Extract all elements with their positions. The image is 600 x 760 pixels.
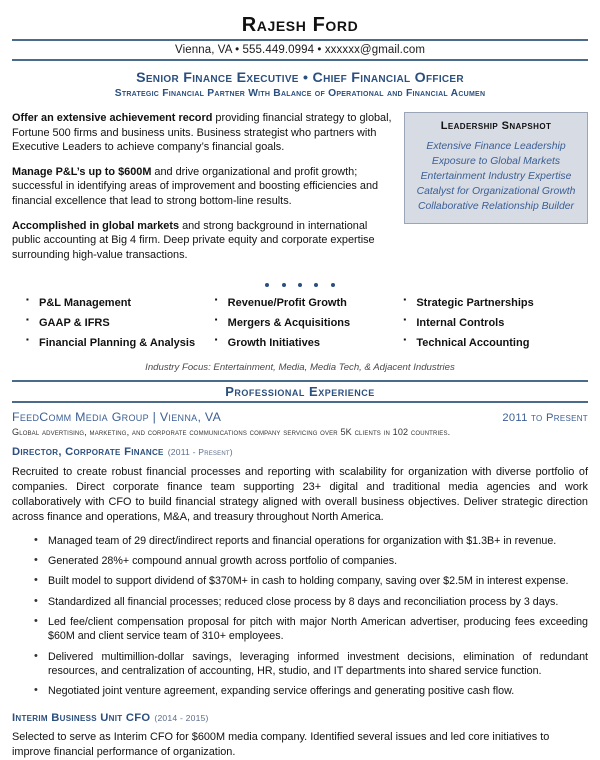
summary-paragraph-body: and drive organizational and profit growth; successful in identifying areas of improvement and boosting efficiencies and financial excellence that lead to strong bottom-line results. xyxy=(12,165,379,208)
section-rule-bottom xyxy=(12,401,588,403)
competency-item: ▪ Revenue/Profit Growth xyxy=(215,294,396,314)
role-header xyxy=(12,708,588,726)
summary-paragraph-lead: Manage P&L’s up to $600M xyxy=(12,165,152,178)
core-competencies xyxy=(12,294,588,353)
role-summary: Selected to serve as Interim CFO for $600M media company. Identified several issues and led core initiatives to improve financial performance of organization. xyxy=(12,731,550,759)
snapshot-item: Entertainment Industry Expertise xyxy=(420,171,572,183)
snapshot-item: Collaborative Relationship Builder xyxy=(418,201,574,213)
competency-column-2 xyxy=(207,294,396,353)
divider-dot-icon xyxy=(265,283,269,287)
achievement-bullet: • Managed team of 29 direct/indirect reports and financial operations for organization with $1.3B+ in revenue. xyxy=(32,534,588,548)
company-dates: 2011 to Present xyxy=(502,412,588,425)
professional-subheadline: Strategic Financial Partner With Balance of Operational and Financial Acumen xyxy=(114,88,486,99)
snapshot-item: Extensive Finance Leadership xyxy=(426,141,566,152)
company-header xyxy=(12,410,588,424)
competency-column-3 xyxy=(395,294,584,353)
snapshot-item: Exposure to Global Markets xyxy=(431,156,561,168)
summary-paragraph xyxy=(12,165,394,209)
divider-dot-icon xyxy=(298,283,302,287)
header-rule-bottom xyxy=(12,59,588,61)
summary-paragraph-body: and strong background in international public accounting at Big 4 firm. Deep private equity and corporate expertise surrounding high-value transactions. xyxy=(12,219,375,261)
summary-paragraph-lead: Accomplished in global markets xyxy=(12,219,180,232)
role-dates: (2014 - 2015) xyxy=(154,713,209,724)
achievement-bullet: • Negotiated joint venture agreement, expanding service offerings and generating positive cash flow. xyxy=(32,684,588,698)
competency-item: ▪ Financial Planning & Analysis xyxy=(26,334,207,354)
snapshot-item: Catalyst for Organizational Growth xyxy=(416,186,576,198)
competency-item: ▪ Growth Initiatives xyxy=(215,334,396,354)
competency-item: ▪ GAAP & IFRS xyxy=(26,314,207,334)
company-name: FeedComm Media Group | Vienna, VA xyxy=(12,410,222,425)
candidate-name: Rajesh Ford xyxy=(241,14,359,36)
divider-dot-icon xyxy=(282,283,286,287)
role-achievements xyxy=(12,534,588,699)
role-dates: (2011 - Present) xyxy=(167,447,233,458)
summary-paragraphs xyxy=(12,111,404,272)
competency-item: ▪ Internal Controls xyxy=(403,314,584,334)
achievement-bullet: • Delivered multimillion-dollar savings, leveraging informed investment decisions, elimination of redundant resources, and centralization of accounting, HR, studio, and IT departments into shared service function. xyxy=(32,650,588,679)
competency-item: ▪ Mergers & Acquisitions xyxy=(215,314,396,334)
company-description: Global advertising, marketing, and corporate communications company servicing over 5K clients in 102 countries. xyxy=(12,427,451,438)
summary-paragraph-body: providing financial strategy to global, Fortune 500 firms and business units. Business strategist who partners with Executive Leaders to achieve company’s financial goals. xyxy=(12,112,392,154)
divider-dot-icon xyxy=(314,283,318,287)
industry-focus-line: Industry Focus: Entertainment, Media, Media Tech, & Adjacent Industries xyxy=(145,362,455,374)
summary-paragraph xyxy=(12,111,394,155)
competency-item: ▪ P&L Management xyxy=(26,294,207,314)
summary-paragraph xyxy=(12,219,394,263)
section-title: Professional Experience xyxy=(225,384,375,400)
dot-divider xyxy=(12,276,588,288)
experience-entry-secondary xyxy=(12,708,588,760)
professional-experience-band xyxy=(12,380,588,403)
summary-section xyxy=(12,111,588,272)
achievement-bullet: • Generated 28%+ compound annual growth across portfolio of companies. xyxy=(32,554,588,568)
role-summary: Recruited to create robust financial processes and reporting with scalability for organization with diverse portfolio of companies. Direct corporate finance team supporting 23+ digital and traditional media agencies and work collaboratively with CFO to build financial strategy aligned with overall business objectives. Deliver strategic direction across finance and operations, M&A, and treasury throughout North America. xyxy=(12,466,588,523)
achievement-bullet: • Built model to support dividend of $370M+ in cash to holding company, saving over $2.5M in interest expense. xyxy=(32,574,588,588)
leadership-snapshot-title: Leadership Snapshot xyxy=(440,120,552,132)
role-title: Interim Business Unit CFO xyxy=(12,712,151,725)
leadership-snapshot-box xyxy=(404,112,588,224)
summary-paragraph-lead: Offer an extensive achievement record xyxy=(12,112,213,124)
role-title: Director, Corporate Finance xyxy=(12,446,164,459)
achievement-bullet: • Led fee/client compensation proposal for pitch with major North American advertiser, producing fees exceeding $60M and client service team of 310+ employees. xyxy=(32,615,588,644)
experience-entry xyxy=(12,410,588,698)
achievement-bullet: • Standardized all financial processes; reduced close process by 8 days and reconciliation process by 3 days. xyxy=(32,595,588,609)
competency-item: ▪ Technical Accounting xyxy=(403,334,584,354)
competency-column-1 xyxy=(16,294,207,353)
contact-line: Vienna, VA • 555.449.0994 • xxxxxx@gmail.com xyxy=(175,44,425,56)
competency-item: ▪ Strategic Partnerships xyxy=(403,294,584,314)
role-header xyxy=(12,442,588,460)
resume-header xyxy=(12,14,588,99)
professional-headline: Senior Finance Executive • Chief Financial Officer xyxy=(136,70,464,86)
divider-dot-icon xyxy=(331,283,335,287)
